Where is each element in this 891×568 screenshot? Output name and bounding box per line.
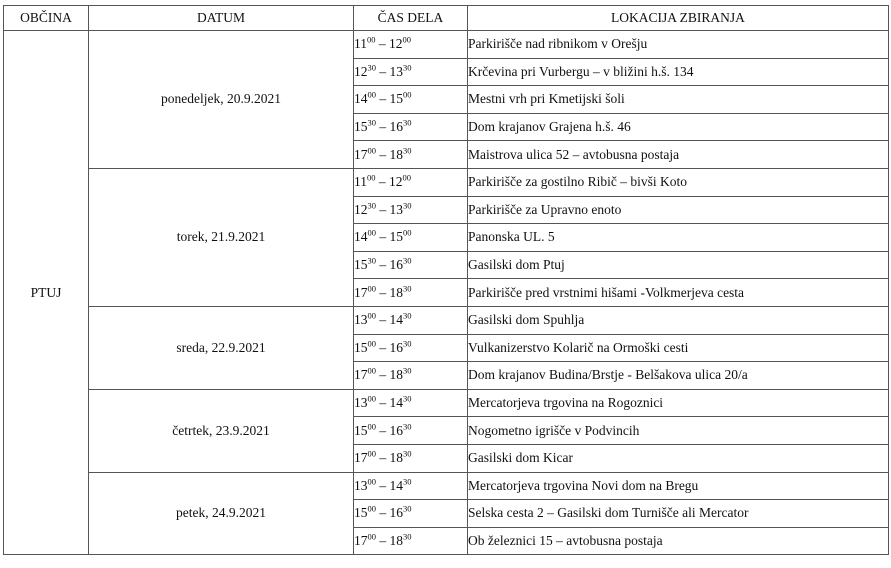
- start-minute: 00: [367, 503, 376, 514]
- end-hour: 16: [389, 119, 403, 135]
- start-hour: 13: [354, 477, 368, 493]
- start-hour: 17: [354, 284, 368, 300]
- end-hour: 18: [389, 284, 403, 300]
- location-cell: Vulkanizerstvo Kolarič na Ormoški cesti: [468, 334, 889, 362]
- time-separator: –: [376, 532, 390, 548]
- location-cell: Parkirišče nad ribnikom v Orešju: [468, 31, 889, 59]
- start-minute: 00: [367, 34, 376, 45]
- end-hour: 12: [389, 174, 403, 190]
- start-minute: 00: [367, 393, 376, 404]
- time-cell: [354, 334, 468, 362]
- end-hour: 12: [389, 36, 403, 52]
- end-minute: 30: [403, 310, 412, 321]
- table-row: [4, 168, 889, 196]
- end-minute: 30: [403, 145, 412, 156]
- date-cell: četrtek, 23.9.2021: [89, 389, 354, 472]
- time-cell: [354, 306, 468, 334]
- table-row: [4, 389, 889, 417]
- end-minute: 30: [403, 393, 412, 404]
- time-separator: –: [376, 450, 390, 466]
- date-cell: torek, 21.9.2021: [89, 168, 354, 306]
- location-cell: Parkirišče za gostilno Ribič – bivši Koto: [468, 168, 889, 196]
- start-hour: 15: [354, 505, 368, 521]
- start-minute: 30: [367, 62, 376, 73]
- end-hour: 15: [389, 91, 403, 107]
- time-separator: –: [376, 477, 390, 493]
- start-hour: 17: [354, 146, 368, 162]
- start-minute: 30: [367, 255, 376, 266]
- time-cell: [354, 58, 468, 86]
- end-minute: 30: [403, 62, 412, 73]
- end-minute: 30: [403, 531, 412, 542]
- end-hour: 14: [389, 395, 403, 411]
- header-datum: DATUM: [89, 6, 354, 31]
- end-hour: 14: [389, 312, 403, 328]
- start-hour: 11: [354, 36, 367, 52]
- end-minute: 30: [403, 365, 412, 376]
- time-separator: –: [376, 284, 390, 300]
- start-hour: 14: [354, 229, 368, 245]
- start-hour: 13: [354, 395, 368, 411]
- date-cell: sreda, 22.9.2021: [89, 306, 354, 389]
- end-hour: 16: [389, 422, 403, 438]
- end-hour: 16: [389, 339, 403, 355]
- start-minute: 00: [367, 365, 376, 376]
- time-cell: [354, 196, 468, 224]
- time-separator: –: [376, 119, 390, 135]
- location-cell: Parkirišče za Upravno enoto: [468, 196, 889, 224]
- date-cell: petek, 24.9.2021: [89, 472, 354, 555]
- location-cell: Dom krajanov Budina/Brstje - Belšakova ulica 20/a: [468, 362, 889, 390]
- start-hour: 15: [354, 119, 368, 135]
- time-separator: –: [376, 367, 390, 383]
- end-minute: 30: [403, 448, 412, 459]
- start-minute: 00: [367, 172, 376, 183]
- time-cell: [354, 389, 468, 417]
- start-minute: 00: [367, 89, 376, 100]
- location-cell: Gasilski dom Ptuj: [468, 251, 889, 279]
- end-minute: 30: [403, 503, 412, 514]
- time-separator: –: [375, 36, 389, 52]
- start-minute: 30: [367, 117, 376, 128]
- start-minute: 00: [367, 145, 376, 156]
- time-cell: [354, 113, 468, 141]
- start-minute: 00: [367, 227, 376, 238]
- start-hour: 15: [354, 339, 368, 355]
- end-hour: 14: [389, 477, 403, 493]
- end-hour: 16: [389, 257, 403, 273]
- time-separator: –: [376, 312, 390, 328]
- start-minute: 00: [367, 338, 376, 349]
- time-cell: [354, 279, 468, 307]
- time-cell: [354, 224, 468, 252]
- header-obcina: OBČINA: [4, 6, 89, 31]
- end-hour: 13: [389, 63, 403, 79]
- end-hour: 13: [389, 201, 403, 217]
- location-cell: Mercatorjeva trgovina na Rogoznici: [468, 389, 889, 417]
- end-minute: 30: [403, 200, 412, 211]
- location-cell: Gasilski dom Kicar: [468, 444, 889, 472]
- start-hour: 15: [354, 422, 368, 438]
- start-minute: 00: [367, 531, 376, 542]
- end-hour: 16: [389, 505, 403, 521]
- end-minute: 30: [403, 117, 412, 128]
- start-hour: 17: [354, 450, 368, 466]
- time-separator: –: [376, 146, 390, 162]
- start-hour: 14: [354, 91, 368, 107]
- end-minute: 00: [403, 89, 412, 100]
- header-row: [4, 6, 889, 31]
- start-hour: 15: [354, 257, 368, 273]
- start-hour: 12: [354, 201, 368, 217]
- obcina-cell: PTUJ: [4, 31, 89, 555]
- end-minute: 00: [402, 172, 411, 183]
- time-separator: –: [376, 339, 390, 355]
- time-separator: –: [376, 201, 390, 217]
- location-cell: Panonska UL. 5: [468, 224, 889, 252]
- end-hour: 15: [389, 229, 403, 245]
- location-cell: Mercatorjeva trgovina Novi dom na Bregu: [468, 472, 889, 500]
- end-hour: 18: [389, 367, 403, 383]
- schedule-table: [3, 5, 889, 555]
- schedule-body: [4, 31, 889, 555]
- time-cell: [354, 168, 468, 196]
- header-lokacija: LOKACIJA ZBIRANJA: [468, 6, 889, 31]
- end-minute: 30: [403, 255, 412, 266]
- start-hour: 12: [354, 63, 368, 79]
- start-hour: 17: [354, 367, 368, 383]
- time-cell: [354, 472, 468, 500]
- end-minute: 00: [403, 227, 412, 238]
- end-minute: 30: [403, 283, 412, 294]
- table-row: [4, 31, 889, 59]
- time-separator: –: [376, 257, 390, 273]
- time-separator: –: [376, 395, 390, 411]
- time-cell: [354, 362, 468, 390]
- location-cell: Nogometno igrišče v Podvincih: [468, 417, 889, 445]
- date-cell: ponedeljek, 20.9.2021: [89, 31, 354, 169]
- location-cell: Dom krajanov Grajena h.š. 46: [468, 113, 889, 141]
- start-hour: 17: [354, 532, 368, 548]
- start-minute: 00: [367, 310, 376, 321]
- time-cell: [354, 251, 468, 279]
- start-minute: 00: [367, 283, 376, 294]
- table-row: [4, 306, 889, 334]
- header-cas: ČAS DELA: [354, 6, 468, 31]
- end-minute: 00: [402, 34, 411, 45]
- time-separator: –: [375, 174, 389, 190]
- time-separator: –: [376, 63, 390, 79]
- start-minute: 00: [367, 448, 376, 459]
- end-hour: 18: [389, 532, 403, 548]
- end-minute: 30: [403, 421, 412, 432]
- start-hour: 13: [354, 312, 368, 328]
- start-minute: 00: [367, 476, 376, 487]
- time-cell: [354, 31, 468, 59]
- end-hour: 18: [389, 146, 403, 162]
- location-cell: Gasilski dom Spuhlja: [468, 306, 889, 334]
- start-minute: 00: [367, 421, 376, 432]
- time-separator: –: [376, 91, 390, 107]
- location-cell: Selska cesta 2 – Gasilski dom Turnišče ali Mercator: [468, 500, 889, 528]
- time-cell: [354, 141, 468, 169]
- location-cell: Ob železnici 15 – avtobusna postaja: [468, 527, 889, 555]
- time-separator: –: [376, 505, 390, 521]
- start-minute: 30: [367, 200, 376, 211]
- location-cell: Maistrova ulica 52 – avtobusna postaja: [468, 141, 889, 169]
- location-cell: Parkirišče pred vrstnimi hišami -Volkmerjeva cesta: [468, 279, 889, 307]
- time-cell: [354, 417, 468, 445]
- start-hour: 11: [354, 174, 367, 190]
- time-cell: [354, 444, 468, 472]
- time-cell: [354, 527, 468, 555]
- time-separator: –: [376, 229, 390, 245]
- table-row: [4, 472, 889, 500]
- end-minute: 30: [403, 338, 412, 349]
- location-cell: Mestni vrh pri Kmetijski šoli: [468, 86, 889, 114]
- location-cell: Krčevina pri Vurbergu – v bližini h.š. 134: [468, 58, 889, 86]
- end-minute: 30: [403, 476, 412, 487]
- time-separator: –: [376, 422, 390, 438]
- time-cell: [354, 500, 468, 528]
- time-cell: [354, 86, 468, 114]
- end-hour: 18: [389, 450, 403, 466]
